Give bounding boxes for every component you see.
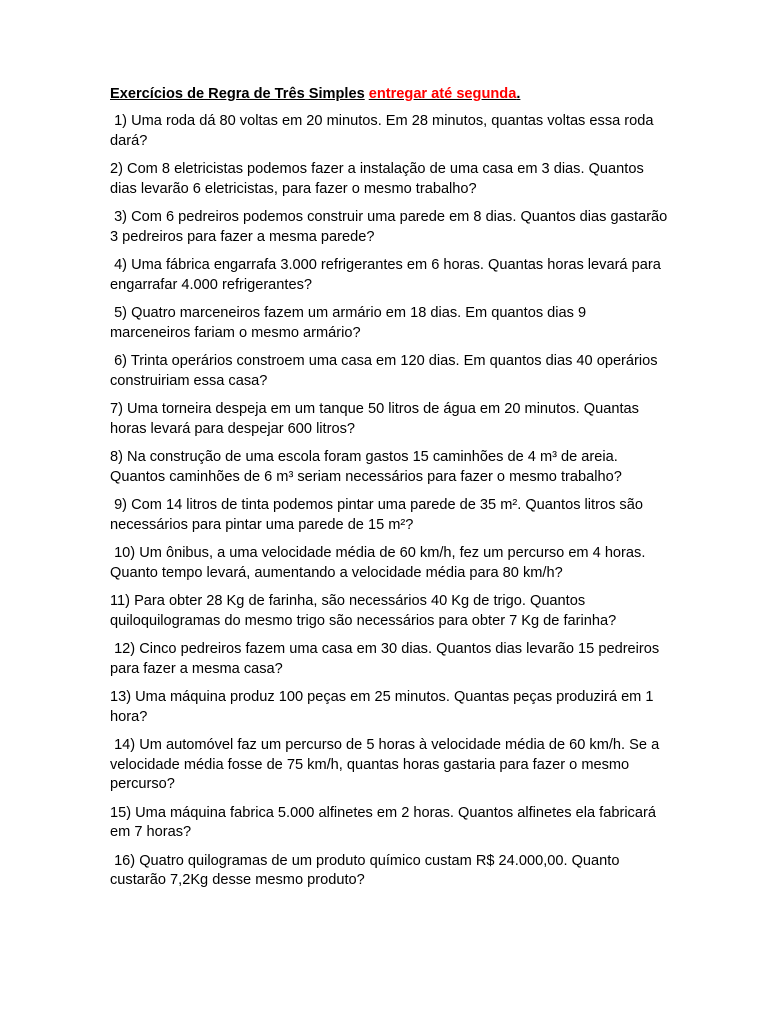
exercise-14: 14) Um automóvel faz um percurso de 5 horas à velocidade média de 60 km/h. Se a velocidade média fosse de 75 km/h, quantas horas gastaria para fazer o mesmo percurso? — [110, 737, 664, 792]
title-deadline: entregar até segunda — [368, 86, 517, 102]
exercise-8: 8) Na construção de uma escola foram gastos 15 caminhões de 4 m³ de areia. Quantos caminhões de 6 m³ seriam necessários para fazer o mesmo trabalho? — [110, 449, 622, 485]
document-title — [110, 85, 670, 104]
exercise-11: 11) Para obter 28 Kg de farinha, são necessários 40 Kg de trigo. Quantos quiloquilogramas do mesmo trigo são necessários para obter 7 Kg de farinha? — [110, 593, 617, 629]
exercise-1: 1) Uma roda dá 80 voltas em 20 minutos. Em 28 minutos, quantas voltas essa roda dará? — [110, 113, 658, 149]
title-text: Exercícios de Regra de Três Simples — [110, 86, 365, 102]
exercise-3: 3) Com 6 pedreiros podemos construir uma parede em 8 dias. Quantos dias gastarão 3 pedreiros para fazer a mesma parede? — [110, 209, 672, 245]
exercise-9: 9) Com 14 litros de tinta podemos pintar uma parede de 35 m². Quantos litros são necessários para pintar uma parede de 15 m²? — [110, 497, 648, 533]
exercise-2: 2) Com 8 eletricistas podemos fazer a instalação de uma casa em 3 dias. Quantos dias levarão 6 eletricistas, para fazer o mesmo trabalho? — [110, 161, 648, 197]
exercise-12: 12) Cinco pedreiros fazem uma casa em 30 dias. Quantos dias levarão 15 pedreiros para fazer a mesma casa? — [110, 641, 664, 677]
exercise-5: 5) Quatro marceneiros fazem um armário em 18 dias. Em quantos dias 9 marceneiros fariam o mesmo armário? — [110, 305, 591, 341]
exercise-15: 15) Uma máquina fabrica 5.000 alfinetes em 2 horas. Quantos alfinetes ela fabricará em 7 horas? — [110, 804, 661, 840]
exercise-4: 4) Uma fábrica engarrafa 3.000 refrigerantes em 6 horas. Quantas horas levará para engarrafar 4.000 refrigerantes? — [110, 257, 665, 293]
exercise-16: 16) Quatro quilogramas de um produto químico custam R$ 24.000,00. Quanto custarão 7,2Kg desse mesmo produto? — [110, 852, 624, 888]
exercise-10: 10) Um ônibus, a uma velocidade média de 60 km/h, fez um percurso em 4 horas. Quanto tempo levará, aumentando a velocidade média para 80 km/h? — [110, 545, 650, 581]
title-period: . — [516, 86, 521, 102]
exercise-13: 13) Uma máquina produz 100 peças em 25 minutos. Quantas peças produzirá em 1 hora? — [110, 689, 658, 725]
exercise-7: 7) Uma torneira despeja em um tanque 50 litros de água em 20 minutos. Quantas horas levará para despejar 600 litros? — [110, 401, 643, 437]
exercise-6: 6) Trinta operários constroem uma casa em 120 dias. Em quantos dias 40 operários construiriam essa casa? — [110, 353, 662, 389]
document-page — [110, 85, 670, 900]
